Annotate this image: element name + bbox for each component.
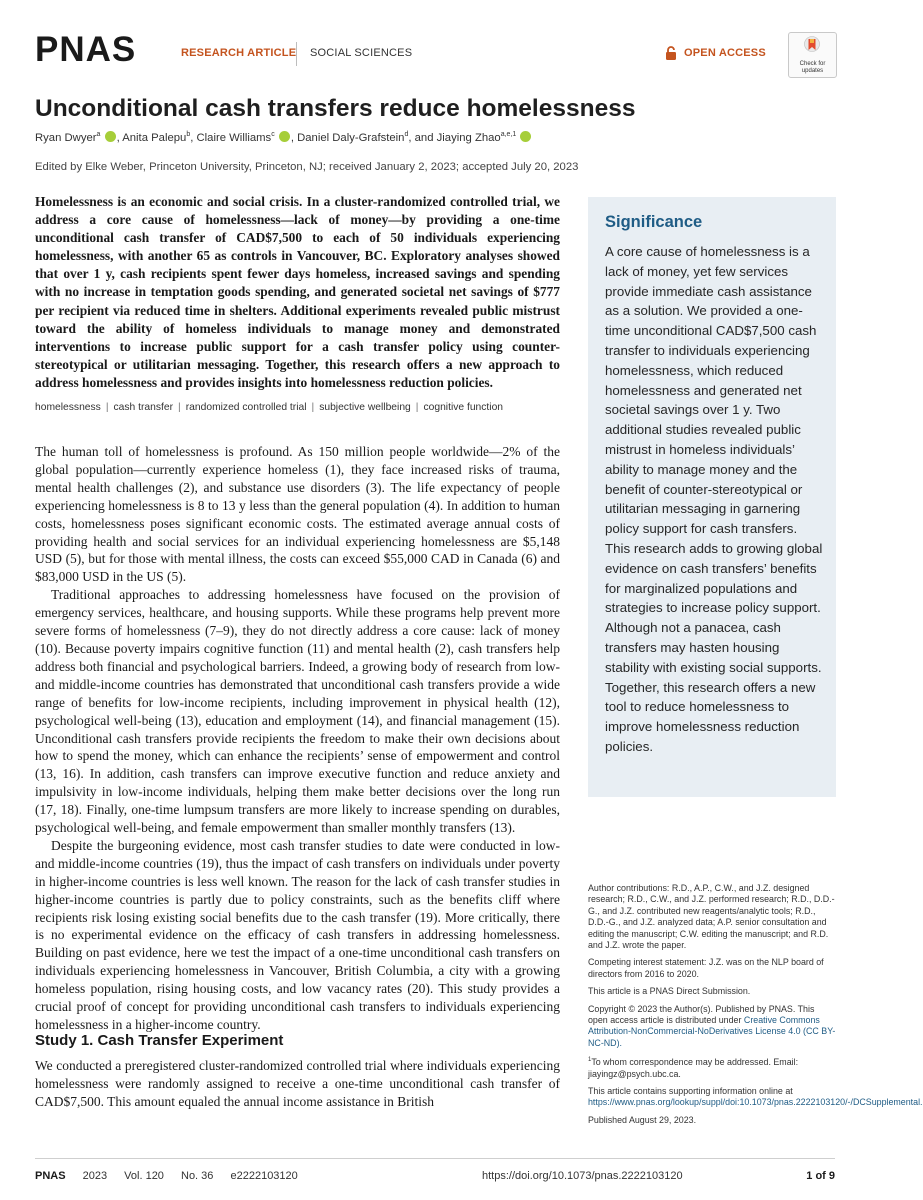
article-body — [35, 443, 560, 1034]
abstract: Homelessness is an economic and social crisis. In a cluster-randomized controlled trial, we address a core cause of homelessness—lack of money—by providing a one-time unconditional cash transfer of CAD$7,500 to each of 50 individuals experiencing homelessness, with another 65 as controls in Vancouver, BC. Exploratory analyses showed that over 1 y, cash recipients spent fewer days homeless, increased savings and spending with no increase in temptation goods spending, and generated societal net savings of $777 per recipient via reduced time in shelters. Additional experiments revealed public mistrust toward the ability of homeless individuals to manage money and demonstrated interventions to increase public support for a cash transfer policy using counter-stereotypical or utilitarian messaging. Together, this research offers a new approach to address homelessness and provides insights into homelessness reduction policies. — [35, 194, 560, 390]
keyword-separator: | — [415, 402, 419, 413]
keyword-separator: | — [311, 402, 315, 413]
article-title: Unconditional cash transfers reduce homelessness — [35, 95, 636, 122]
keyword[interactable]: cognitive function — [423, 402, 504, 413]
keyword[interactable]: randomized controlled trial — [185, 402, 307, 413]
keyword[interactable]: homelessness — [35, 402, 101, 413]
subject-label: SOCIAL SCIENCES — [310, 47, 413, 59]
orcid-icon[interactable] — [279, 131, 290, 142]
correspondence-note — [588, 1055, 836, 1080]
orcid-icon[interactable] — [105, 131, 116, 142]
significance-text: A core cause of homelessness is a lack of money, yet few services provide immediate cash assistance as a solution. We provided a one-time unconditional CAD$7,500 cash transfer to individuals experiencing homelessness, which reduced homelessness and generated net societal savings over 1 y. Two additional studies revealed public mistrust in homeless individuals’ ability to manage money and the benefit of counter-stereotypical or utilitarian messaging in garnering policy support for cash transfers. This research adds to growing global evidence on cash transfers’ benefits for marginalized populations and strategies to increase policy support. Although not a panacea, cash transfers may hasten housing stability with existing social supports. Together, this research offers a new tool to reduce homelessness to improve homelessness reduction policies. — [605, 244, 823, 754]
footer-journal: PNAS — [35, 1170, 66, 1182]
significance-box — [588, 197, 836, 797]
supporting-info-text: This article contains supporting information online at — [588, 1086, 793, 1097]
author-name[interactable]: Ryan Dwyer — [35, 132, 97, 144]
keyword-list — [35, 401, 545, 415]
author-affiliation-marker: d — [404, 131, 409, 139]
check-for-updates-button[interactable] — [788, 32, 837, 78]
footer-article-id: e2222103120 — [230, 1170, 298, 1182]
direct-submission-note: This article is a PNAS Direct Submission. — [588, 986, 751, 997]
open-access-label: OPEN ACCESS — [684, 47, 766, 59]
correspondence-text: To whom correspondence may be addressed. Email: jiayingz@psych.ubc.ca. — [588, 1057, 799, 1079]
body-paragraph: The human toll of homelessness is profound. As 150 million people worldwide—2% of the global population—currently experience homeless (1), they face increased risks of trauma, mental health challenges (2), and substance use disorders (3). The life expectancy of people experiencing homelessness is 8 to 13 y less than the general population (4). In addition to human costs, homelessness poses significant economic costs. The estimated average annual costs of providing health and social services for an individual experiencing homelessness are $5,148 USD (5), but for those with mental illness, the costs can exceed $55,000 CAD in Canada (6) and $83,000 USD in the US (5). — [35, 444, 560, 585]
footer-year: 2023 — [82, 1170, 108, 1182]
open-lock-icon — [665, 46, 677, 60]
journal-logo[interactable]: PNAS — [35, 30, 137, 69]
page-footer — [35, 1170, 835, 1182]
keyword-separator: | — [105, 402, 109, 413]
section-heading: Study 1. Cash Transfer Experiment — [35, 1032, 284, 1049]
body-paragraph: Traditional approaches to addressing homelessness have focused on the provision of emergency services, healthcare, and housing supports. While these programs help prevent more severe forms of homelessness (7–9), they do not directly address a core cause: lack of money (10). Because poverty impairs cognitive function (11) and mental health (2), cash transfers help address both financial and psychological barriers. Indeed, a growing body of research from low- and middle-income countries has demonstrated that unconditional cash transfers provide a wide range of benefits for low-income recipients, including improvement in physical health (12), psychological well-being (13), education and employment (14), and financial management (15). Unconditional cash transfers provide recipients the freedom to make their own decisions about how to spend the money, which can enhance the recipients’ sense of empowerment and control (13, 16). In addition, cash transfers can improve executive function and reduce anxiety and impulsivity in low-income individuals, helping them make better decisions over the long run (17, 18). Finally, one-time lumpsum transfers are more likely to increase spending on durables, psychological well-being, and female empowerment than smaller monthly transfers (13). — [35, 587, 560, 836]
copyright-note — [588, 1004, 836, 1050]
competing-interest: Competing interest statement: J.Z. was on the NLP board of directors from 2016 to 2020. — [588, 957, 824, 979]
editorial-info: Edited by Elke Weber, Princeton University, Princeton, NJ; received January 2, 2023; accepted July 20, 2023 — [35, 161, 579, 173]
significance-title: Significance — [605, 213, 703, 231]
author-contributions: Author contributions: R.D., A.P., C.W., and J.Z. designed research; R.D., C.W., and J.Z. performed research; R.D., D.D.-G., and J.Z. contributed new reagents/analytic tools; R.D., D.D.-G., and J.Z. analyzed data; A.P. senior consultation and editing the manuscript; C.W. editing the manuscript; and R.D. and J.Z. wrote the paper. — [588, 883, 835, 951]
bookmark-icon — [804, 36, 820, 58]
orcid-icon[interactable] — [520, 131, 531, 142]
author-affiliation-marker: a — [96, 131, 101, 139]
article-notes — [588, 883, 923, 1132]
author-affiliation-marker: a,e,1 — [500, 131, 517, 139]
keyword-separator: | — [178, 402, 181, 413]
license-link[interactable]: Creative Commons Attribution-NonCommercial-NoDerivatives License 4.0 (CC BY-NC-ND). — [588, 1015, 836, 1048]
keyword[interactable]: cash transfer — [113, 402, 174, 413]
footer-doi-link[interactable]: https://doi.org/10.1073/pnas.2222103120 — [482, 1170, 683, 1182]
author-affiliation-marker: c — [271, 131, 275, 139]
copyright-text: Copyright © 2023 the Author(s). Published by PNAS. This open access article is distributed under — [588, 1003, 815, 1026]
published-date: Published August 29, 2023. — [588, 1114, 697, 1125]
author-name[interactable]: Daniel Daly-Grafstein — [297, 132, 405, 144]
section-paragraph: We conducted a preregistered cluster-randomized controlled trial where individuals experiencing homelessness were randomly assigned to receive a one-time unconditional cash transfer of CAD$7,500. This amount equaled the annual income assistance in British — [35, 1058, 560, 1109]
body-paragraph: Despite the burgeoning evidence, most cash transfer studies to date were conducted in low- and middle-income countries (19), thus the impact of cash transfers on individuals under poverty in higher-income countries is less well known. The reason for the lack of cash transfer studies in higher-income countries is partly due to policy constraints, such as the benefits cliff where recipients risk losing existing social benefits due to the cash transfer (19). More critically, there is no experimental evidence on the efficacy of cash transfers in addressing homelessness. Building on past evidence, here we test the impact of a one-time unconditional cash transfers on individuals experiencing homelessness in Vancouver, British Columbia, a city with a growing homeless population, rising housing costs, and low vacancy rates (20). This study provides a crucial proof of concept for providing unconditional cash transfers to individuals experiencing homelessness in a higher-income country. — [35, 837, 560, 1032]
author-name[interactable]: Anita Palepu — [122, 132, 187, 144]
supporting-info-link[interactable]: https://www.pnas.org/lookup/suppl/doi:10.1073/pnas.2222103120/-/DCSupplemental. — [588, 1097, 923, 1108]
correspondence-marker: 1 — [588, 1057, 592, 1064]
article-type-label: RESEARCH ARTICLE — [181, 47, 297, 59]
author-name[interactable]: Jiaying Zhao — [436, 132, 501, 144]
keyword[interactable]: subjective wellbeing — [319, 402, 411, 413]
footer-number: No. 36 — [181, 1170, 214, 1182]
footer-volume: Vol. 120 — [124, 1170, 164, 1182]
author-name[interactable]: Claire Williams — [196, 132, 272, 144]
footer-page-number: 1 of 9 — [806, 1170, 835, 1182]
supporting-info-note — [588, 1086, 923, 1109]
author-affiliation-marker: b — [186, 131, 191, 139]
check-for-updates-label: Check for updates — [799, 61, 826, 74]
author-list: Ryan Dwyer$^a$ , Anita Palepu$^b$, Claire Williams$^c$ , Daniel Daly-Grafstein$^d$, and Jiaying Zhao$^{a,e,1}$ — [35, 131, 532, 144]
header-divider — [296, 42, 297, 66]
footer-divider — [35, 1158, 835, 1159]
